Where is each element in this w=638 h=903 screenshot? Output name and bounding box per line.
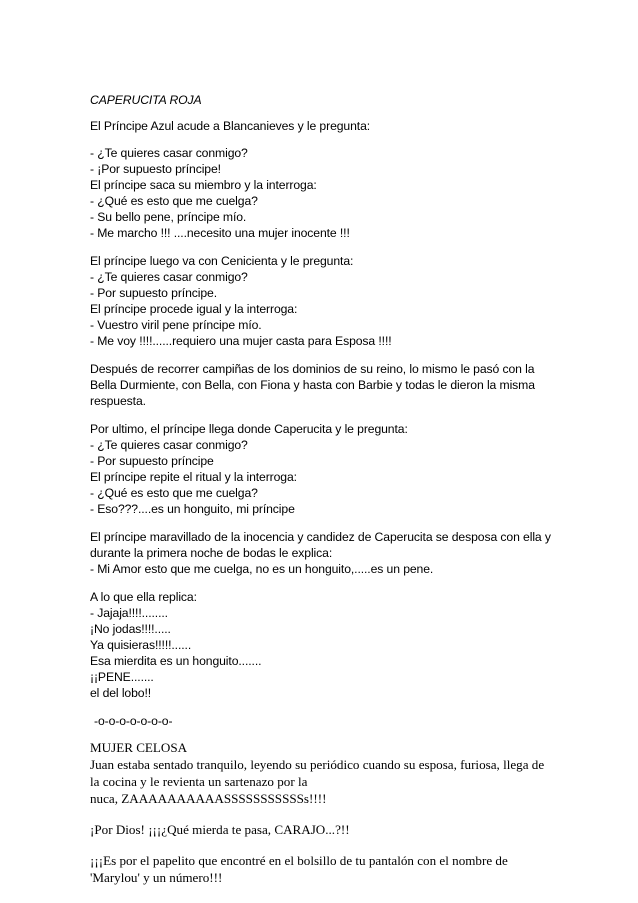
text-line: - ¿Te quieres casar conmigo? <box>90 146 248 160</box>
section-separator: -o-o-o-o-o-o-o- <box>94 714 173 728</box>
story-title: MUJER CELOSA <box>90 740 188 755</box>
text-line: - Su bello pene, príncipe mío. <box>90 210 247 224</box>
text-line: El príncipe saca su miembro y la interroga: <box>90 178 317 192</box>
text-line: Bella Durmiente, con Bella, con Fiona y hasta con Barbie y todas le dieron la misma <box>90 378 535 392</box>
text-line: ¡No jodas!!!!..... <box>90 622 171 636</box>
text-line: - ¿Qué es esto que me cuelga? <box>90 486 258 500</box>
text-line: - Por supuesto príncipe <box>90 454 214 468</box>
text-line: Ya quisieras!!!!!...... <box>90 638 192 652</box>
text-line: nuca, ZAAAAAAAAAASSSSSSSSSSSs!!!! <box>90 791 327 806</box>
text-line: el del lobo!! <box>90 686 152 700</box>
text-line: respuesta. <box>90 394 146 408</box>
text-line: A lo que ella replica: <box>90 590 197 604</box>
text-line: - ¿Te quieres casar conmigo? <box>90 438 248 452</box>
text-line: ¡Por Dios! ¡¡¡¿Qué mierda te pasa, CARAJO...?!! <box>90 822 350 837</box>
text-line: Esa mierdita es un honguito....... <box>90 654 262 668</box>
text-line: El príncipe procede igual y la interroga: <box>90 302 298 316</box>
text-line: - ¿Qué es esto que me cuelga? <box>90 194 258 208</box>
text-line: El príncipe luego va con Cenicienta y le pregunta: <box>90 254 354 268</box>
text-line: Después de recorrer campiñas de los dominios de su reino, lo mismo le pasó con la <box>90 362 535 376</box>
text-line: - Me marcho !!! ....necesito una mujer inocente !!! <box>90 226 350 240</box>
text-line: - Mi Amor esto que me cuelga, no es un honguito,.....es un pene. <box>90 562 434 576</box>
text-line: - ¡Por supuesto príncipe! <box>90 162 221 176</box>
text-line: - Vuestro viril pene príncipe mío. <box>90 318 262 332</box>
text-line: - Me voy !!!!......requiero una mujer casta para Esposa !!!! <box>90 334 392 348</box>
text-line: Por ultimo, el príncipe llega donde Caperucita y le pregunta: <box>90 422 408 436</box>
text-line: El príncipe maravillado de la inocencia y candidez de Caperucita se desposa con ella y <box>90 530 551 544</box>
text-line: - ¿Te quieres casar conmigo? <box>90 270 248 284</box>
text-line: - Jajaja!!!!........ <box>90 606 168 620</box>
text-line: durante la primera noche de bodas le explica: <box>90 546 333 560</box>
text-line: ¡¡¡Es por el papelito que encontré en el bolsillo de tu pantalón con el nombre de <box>90 853 508 868</box>
story-intro: El Príncipe Azul acude a Blancanieves y le pregunta: <box>90 119 371 133</box>
text-line: 'Marylou' y un número!!! <box>90 870 223 885</box>
text-line: Juan estaba sentado tranquilo, leyendo su periódico cuando su esposa, furiosa, llega de <box>90 757 545 772</box>
text-line: - Eso???....es un honguito, mi príncipe <box>90 502 295 516</box>
text-line: la cocina y le revienta un sartenazo por la <box>90 774 308 789</box>
story-title: CAPERUCITA ROJA <box>90 93 202 107</box>
text-line: El príncipe repite el ritual y la interroga: <box>90 470 297 484</box>
text-line: - Por supuesto príncipe. <box>90 286 217 300</box>
text-line: ¡¡PENE....... <box>90 670 154 684</box>
